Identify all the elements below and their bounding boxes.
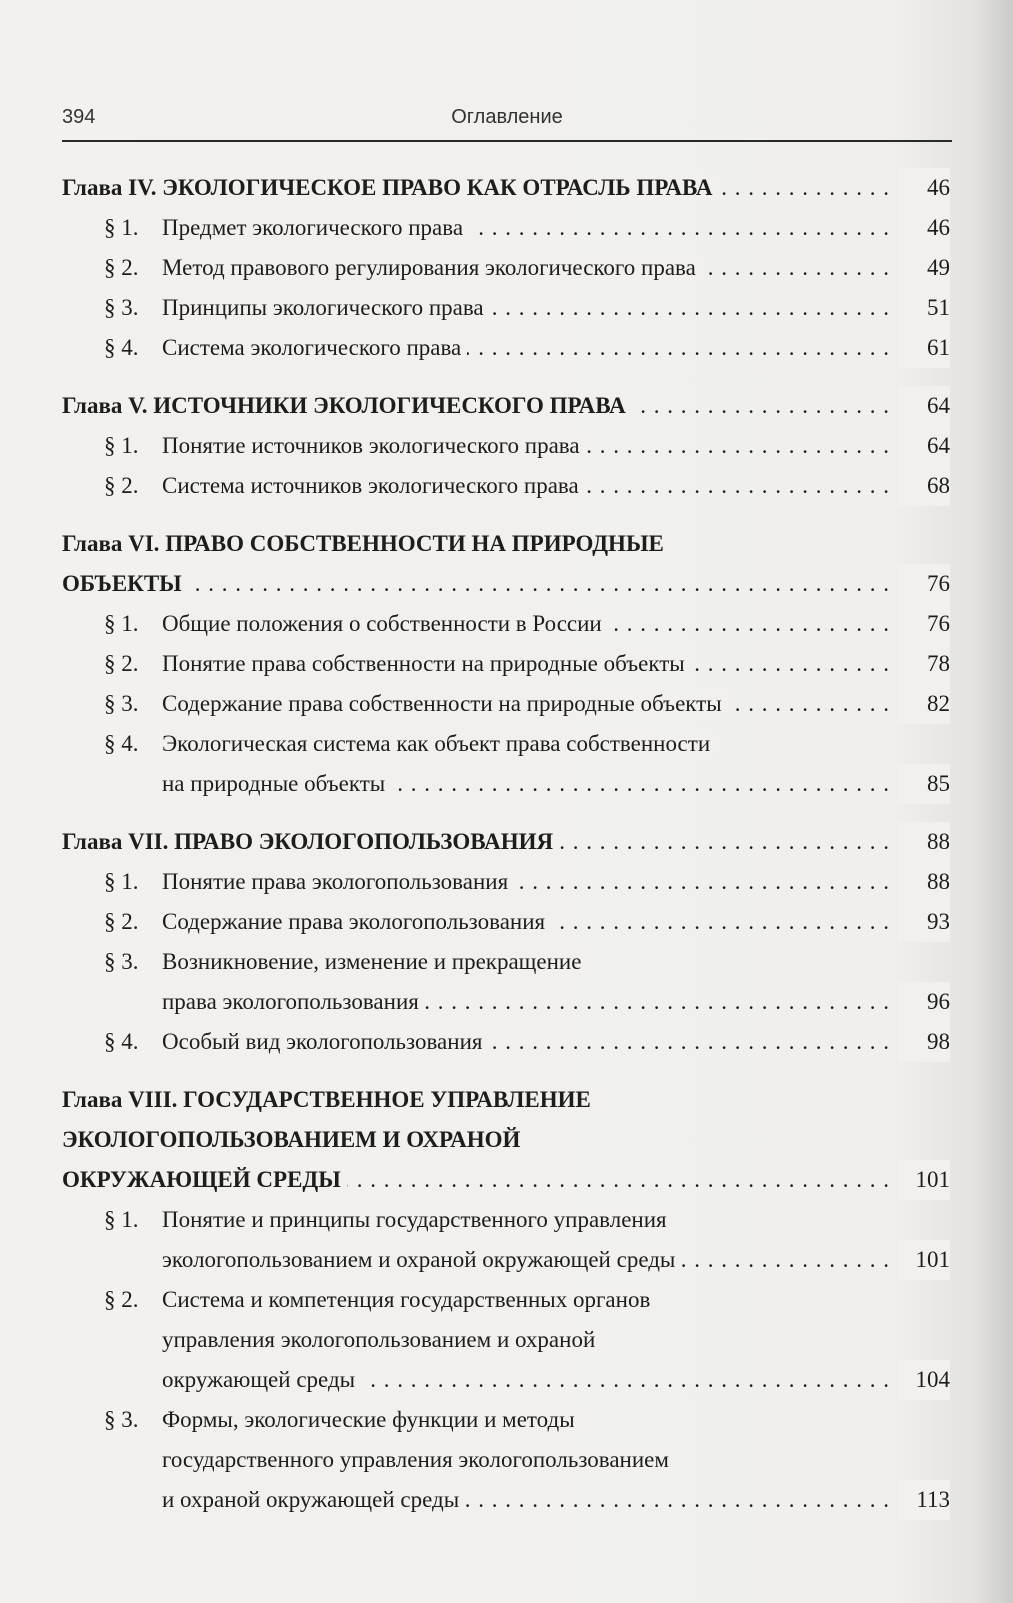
section-number: § 1.	[104, 1207, 139, 1232]
toc-section[interactable]	[62, 644, 950, 684]
section-number: § 3.	[104, 691, 139, 716]
page-number: 394	[62, 106, 96, 128]
section-title-text: Общие положения о собственности в России	[162, 611, 608, 636]
section-title-text: на природные объекты	[162, 771, 391, 796]
chapter-title-text	[62, 1127, 526, 1152]
toc-section[interactable]	[62, 724, 950, 804]
section-title-text: Содержание права экологопользования	[162, 909, 551, 934]
section-number: § 1.	[104, 611, 139, 636]
section-number: § 1.	[104, 869, 139, 894]
section-number: § 3.	[104, 295, 139, 320]
section-title-line	[162, 684, 950, 724]
toc-section[interactable]	[62, 942, 950, 1022]
section-number: § 3.	[104, 949, 139, 974]
section-title-text: Предмет экологического права	[162, 215, 469, 240]
section-title-text: Формы, экологические функции и методы	[162, 1407, 581, 1432]
chapter-title	[62, 1080, 950, 1200]
chapter-page-number: 76	[898, 564, 950, 604]
section-title-text: Особый вид экологопользования	[162, 1029, 488, 1054]
toc-chapter	[62, 386, 950, 506]
section-title-line	[162, 942, 890, 982]
section-title-text: Содержание права собственности на природные объекты	[162, 691, 728, 716]
section-number: § 2.	[104, 1287, 139, 1312]
section-page-number: 82	[898, 684, 950, 724]
chapter-title-text	[62, 175, 718, 200]
chapter-title-text	[62, 1167, 347, 1192]
section-number: § 2.	[104, 909, 139, 934]
section-number: § 1.	[104, 433, 139, 458]
toc-section[interactable]	[62, 466, 950, 506]
section-title-line	[162, 1200, 890, 1240]
section-title-line	[162, 764, 950, 804]
section-page-number: 88	[898, 862, 950, 902]
section-title-line	[162, 426, 950, 466]
section-page-number: 76	[898, 604, 950, 644]
chapter-title-segment: ЭКОЛОГОПОЛЬЗОВАНИЕМ И ОХРАНОЙ	[62, 1127, 521, 1152]
section-title-line	[162, 288, 950, 328]
section-number: § 4.	[104, 1029, 139, 1054]
page-edge-shadow	[973, 0, 1013, 1603]
section-title-text: Понятие и принципы государственного управления	[162, 1207, 673, 1232]
header-rule	[62, 140, 952, 142]
section-title-text: Экологическая система как объект права собственности	[162, 731, 716, 756]
section-title-text: Возникновение, изменение и прекращение	[162, 949, 587, 974]
chapter-page-number: 46	[898, 168, 950, 208]
chapter-title-line	[62, 1080, 890, 1120]
section-number: § 4.	[104, 335, 139, 360]
chapter-title-line	[62, 524, 890, 564]
section-page-number: 101	[898, 1240, 950, 1280]
chapter-title-line	[62, 1160, 950, 1200]
section-title-text: Метод правового регулирования экологического права	[162, 255, 702, 280]
section-title-line	[162, 1360, 950, 1400]
section-page-number: 85	[898, 764, 950, 804]
section-title-line	[162, 1022, 950, 1062]
toc-section[interactable]	[62, 248, 950, 288]
chapter-title-line	[62, 822, 950, 862]
chapter-label: Глава VII.	[62, 829, 169, 854]
section-page-number: 64	[898, 426, 950, 466]
chapter-title	[62, 524, 950, 604]
chapter-title-line	[62, 386, 950, 426]
section-title-text: Система и компетенция государственных органов	[162, 1287, 656, 1312]
section-title-line	[162, 328, 950, 368]
running-head	[62, 102, 952, 138]
chapter-title-segment: ГОСУДАРСТВЕННОЕ УПРАВЛЕНИЕ	[183, 1087, 591, 1112]
section-number: § 2.	[104, 651, 139, 676]
section-title-text: Понятие источников экологического права	[162, 433, 586, 458]
section-title-text: экологопользованием и охраной окружающей среды	[162, 1247, 681, 1272]
section-title-text: окружающей среды	[162, 1367, 361, 1392]
table-of-contents	[62, 162, 950, 1538]
chapter-title-segment: ПРАВО ЭКОЛОГОПОЛЬЗОВАНИЯ	[174, 829, 554, 854]
chapter-title-line	[62, 168, 950, 208]
toc-chapter	[62, 822, 950, 1062]
section-title-line	[162, 208, 950, 248]
section-title-line	[162, 862, 950, 902]
chapter-title-text	[62, 393, 632, 418]
toc-section[interactable]	[62, 1200, 950, 1280]
section-title-line	[162, 1440, 890, 1480]
section-page-number: 113	[898, 1480, 950, 1520]
toc-section[interactable]	[62, 1280, 950, 1400]
section-page-number: 61	[898, 328, 950, 368]
toc-section[interactable]	[62, 604, 950, 644]
chapter-title-line	[62, 1120, 890, 1160]
section-title-text: Система источников экологического права	[162, 473, 585, 498]
section-page-number: 78	[898, 644, 950, 684]
chapter-label: Глава VIII.	[62, 1087, 178, 1112]
section-title-line	[162, 724, 890, 764]
chapter-title-segment: ИСТОЧНИКИ ЭКОЛОГИЧЕСКОГО ПРАВА	[153, 393, 626, 418]
section-title-line	[162, 902, 950, 942]
chapter-label: Глава IV.	[62, 175, 157, 200]
chapter-page-number: 101	[898, 1160, 950, 1200]
toc-section[interactable]	[62, 1022, 950, 1062]
chapter-title	[62, 386, 950, 426]
section-title-text: и охраной окружающей среды	[162, 1487, 465, 1512]
section-page-number: 51	[898, 288, 950, 328]
chapter-title-text	[62, 571, 188, 596]
section-number: § 1.	[104, 215, 139, 240]
toc-section[interactable]	[62, 1400, 950, 1520]
chapter-title-text	[62, 531, 670, 556]
chapter-page-number: 64	[898, 386, 950, 426]
section-title-text: права экологопользования	[162, 989, 425, 1014]
chapter-page-number: 88	[898, 822, 950, 862]
chapter-title-segment: ОБЪЕКТЫ	[62, 571, 182, 596]
toc-section[interactable]	[62, 208, 950, 248]
chapter-title-segment: ПРАВО СОБСТВЕННОСТИ НА ПРИРОДНЫЕ	[165, 531, 664, 556]
running-title: Оглавление	[451, 106, 563, 128]
chapter-title	[62, 168, 950, 208]
toc-section[interactable]	[62, 426, 950, 466]
section-title-text: Понятие права собственности на природные объекты	[162, 651, 691, 676]
chapter-title-segment: ОКРУЖАЮЩЕЙ СРЕДЫ	[62, 1167, 341, 1192]
section-page-number: 93	[898, 902, 950, 942]
section-number: § 2.	[104, 473, 139, 498]
section-title-line	[162, 982, 950, 1022]
section-number: § 2.	[104, 255, 139, 280]
section-title-line	[162, 248, 950, 288]
section-page-number: 68	[898, 466, 950, 506]
section-page-number: 104	[898, 1360, 950, 1400]
section-title-line	[162, 466, 950, 506]
toc-chapter	[62, 168, 950, 368]
toc-section[interactable]	[62, 902, 950, 942]
section-title-line	[162, 1240, 950, 1280]
section-page-number: 46	[898, 208, 950, 248]
toc-section[interactable]	[62, 328, 950, 368]
section-page-number: 96	[898, 982, 950, 1022]
section-title-line	[162, 644, 950, 684]
chapter-title-segment: ЭКОЛОГИЧЕСКОЕ ПРАВО КАК ОТРАСЛЬ ПРАВА	[162, 175, 713, 200]
section-number: § 3.	[104, 1407, 139, 1432]
chapter-title	[62, 822, 950, 862]
section-title-text: Принципы экологического права	[162, 295, 490, 320]
section-title-line	[162, 1480, 950, 1520]
chapter-title-text	[62, 1087, 597, 1112]
section-page-number: 98	[898, 1022, 950, 1062]
chapter-title-line	[62, 564, 950, 604]
toc-chapter	[62, 1080, 950, 1520]
section-page-number: 49	[898, 248, 950, 288]
chapter-label: Глава V.	[62, 393, 148, 418]
toc-section[interactable]	[62, 288, 950, 328]
chapter-label: Глава VI.	[62, 531, 160, 556]
section-number: § 4.	[104, 731, 139, 756]
section-title-text: Понятие права экологопользования	[162, 869, 514, 894]
section-title-line	[162, 1400, 890, 1440]
section-title-line	[162, 1320, 890, 1360]
toc-chapter	[62, 524, 950, 804]
toc-section[interactable]	[62, 862, 950, 902]
section-title-text: управления экологопользованием и охраной	[162, 1327, 601, 1352]
section-title-line	[162, 604, 950, 644]
section-title-text: государственного управления экологопользованием	[162, 1447, 675, 1472]
chapter-title-text	[62, 829, 559, 854]
toc-section[interactable]	[62, 684, 950, 724]
section-title-text: Система экологического права	[162, 335, 467, 360]
section-title-line	[162, 1280, 890, 1320]
